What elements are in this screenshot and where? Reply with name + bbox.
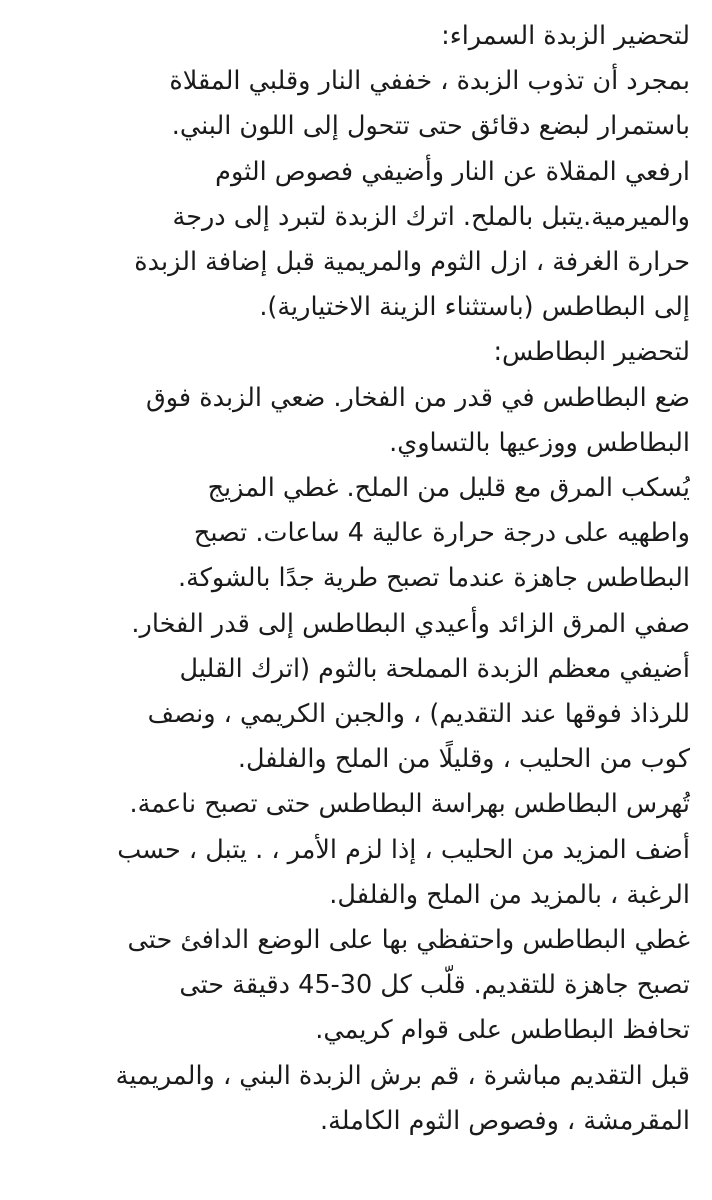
- text-line: أضيفي معظم الزبدة المملحة بالثوم (اترك القليل: [179, 653, 690, 684]
- text-line: تحافظ البطاطس على قوام كريمي.: [315, 1015, 690, 1046]
- text-line: بمجرد أن تذوب الزبدة ، خففي النار وقلبي المقلاة: [169, 66, 690, 97]
- text-line: إلى البطاطس (باستثناء الزينة الاختيارية).: [259, 292, 690, 323]
- heading-potatoes: لتحضير البطاطس:: [493, 337, 690, 368]
- text-line: والميرمية.يتبل بالملح. اترك الزبدة لتبرد إلى درجة: [172, 201, 690, 232]
- text-line: أضف المزيد من الحليب ، إذا لزم الأمر ، . يتبل ، حسب: [117, 834, 690, 865]
- text-line: ارفعي المقلاة عن النار وأضيفي فصوص الثوم: [215, 156, 690, 187]
- text-line: المقرمشة ، وفصوص الثوم الكاملة.: [319, 1105, 690, 1136]
- text-line: يُسكب المرق مع قليل من الملح. غطي المزيج: [207, 473, 690, 504]
- text-line: تُهرس البطاطس بهراسة البطاطس حتى تصبح ناعمة.: [129, 789, 690, 820]
- text-line: ضع البطاطس في قدر من الفخار. ضعي الزبدة فوق: [145, 382, 690, 413]
- text-line: البطاطس ووزعيها بالتساوي.: [389, 427, 690, 458]
- text-line: حرارة الغرفة ، ازل الثوم والمريمية قبل إضافة الزبدة: [134, 247, 690, 278]
- text-line: للرذاذ فوقها عند التقديم) ، والجبن الكريمي ، ونصف: [147, 699, 690, 730]
- heading-brown-butter: لتحضير الزبدة السمراء:: [441, 21, 690, 51]
- text-line: صفي المرق الزائد وأعيدي البطاطس إلى قدر الفخار.: [131, 608, 690, 639]
- text-line: تصبح جاهزة للتقديم. قلّب كل 30-45 دقيقة حتى: [179, 970, 690, 1001]
- text-line: باستمرار لبضع دقائق حتى تتحول إلى اللون البني.: [171, 111, 690, 142]
- text-line: قبل التقديم مباشرة ، قم برش الزبدة البني ، والمريمية: [115, 1060, 690, 1091]
- text-line: غطي البطاطس واحتفظي بها على الوضع الدافئ حتى: [127, 925, 690, 956]
- text-line: واطهيه على درجة حرارة عالية 4 ساعات. تصبح: [193, 518, 690, 549]
- text-line: كوب من الحليب ، وقليلًا من الملح والفلفل.: [237, 744, 690, 775]
- text-line: البطاطس جاهزة عندما تصبح طرية جدًا بالشوكة.: [177, 563, 690, 594]
- text-line: الرغبة ، بالمزيد من الملح والفلفل.: [329, 879, 690, 910]
